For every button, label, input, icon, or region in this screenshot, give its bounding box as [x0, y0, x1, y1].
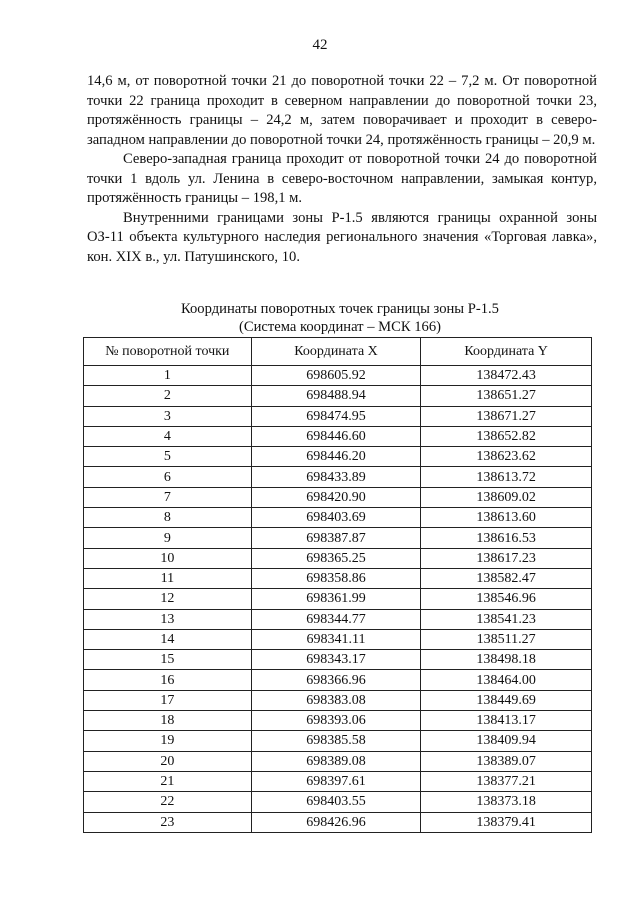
coordinate-y-cell: 138582.47: [421, 568, 592, 588]
table-row: [84, 629, 592, 649]
coordinate-y-cell: 138609.02: [421, 487, 592, 507]
table-row: [84, 609, 592, 629]
column-header-y: Координата Y: [421, 338, 592, 366]
coordinate-y-cell: 138613.72: [421, 467, 592, 487]
point-number-cell: 6: [84, 467, 252, 487]
table-row: [84, 528, 592, 548]
point-number-cell: 18: [84, 711, 252, 731]
table-row: [84, 650, 592, 670]
coordinate-y-cell: 138413.17: [421, 711, 592, 731]
paragraph: Внутренними границами зоны Р-1.5 являются границы охранной зоны ОЗ-11 объекта культурного наследия регионального значения «Торговая лавка», кон. XIX в., ул. Патушинского, 10.: [87, 209, 597, 265]
coordinate-y-cell: 138409.94: [421, 731, 592, 751]
point-number-cell: 1: [84, 366, 252, 386]
point-number-cell: 14: [84, 629, 252, 649]
coordinate-x-cell: 698389.08: [251, 751, 421, 771]
table-row: [84, 670, 592, 690]
point-number-cell: 2: [84, 386, 252, 406]
point-number-cell: 21: [84, 771, 252, 791]
point-number-cell: 9: [84, 528, 252, 548]
coordinate-y-cell: 138651.27: [421, 386, 592, 406]
coordinate-x-cell: 698420.90: [251, 487, 421, 507]
coordinate-x-cell: 698361.99: [251, 589, 421, 609]
coordinate-x-cell: 698358.86: [251, 568, 421, 588]
table-row: [84, 792, 592, 812]
coordinate-x-cell: 698383.08: [251, 690, 421, 710]
coordinate-x-cell: 698605.92: [251, 366, 421, 386]
point-number-cell: 16: [84, 670, 252, 690]
coordinate-x-cell: 698387.87: [251, 528, 421, 548]
coordinate-y-cell: 138464.00: [421, 670, 592, 690]
table-row: [84, 812, 592, 832]
coordinates-table: [83, 337, 592, 833]
coordinate-x-cell: 698397.61: [251, 771, 421, 791]
point-number-cell: 12: [84, 589, 252, 609]
point-number-cell: 11: [84, 568, 252, 588]
table-row: [84, 771, 592, 791]
table-row: [84, 751, 592, 771]
coordinate-x-cell: 698474.95: [251, 406, 421, 426]
coordinate-x-cell: 698446.60: [251, 426, 421, 446]
coordinate-x-cell: 698433.89: [251, 467, 421, 487]
table-row: [84, 366, 592, 386]
coordinate-y-cell: 138498.18: [421, 650, 592, 670]
coordinate-y-cell: 138623.62: [421, 447, 592, 467]
coordinate-y-cell: 138377.21: [421, 771, 592, 791]
coordinate-y-cell: 138546.96: [421, 589, 592, 609]
table-row: [84, 447, 592, 467]
body-text: [87, 72, 597, 267]
coordinate-y-cell: 138652.82: [421, 426, 592, 446]
coordinate-x-cell: 698403.55: [251, 792, 421, 812]
table-caption-subtitle: (Система координат – МСК 166): [238, 319, 441, 335]
table-row: [84, 487, 592, 507]
table-header-row: [84, 338, 592, 366]
point-number-cell: 22: [84, 792, 252, 812]
coordinate-y-cell: 138671.27: [421, 406, 592, 426]
table-row: [84, 731, 592, 751]
coordinate-x-cell: 698446.20: [251, 447, 421, 467]
coordinate-y-cell: 138379.41: [421, 812, 592, 832]
coordinate-y-cell: 138511.27: [421, 629, 592, 649]
table-row: [84, 406, 592, 426]
point-number-cell: 20: [84, 751, 252, 771]
point-number-cell: 15: [84, 650, 252, 670]
table-row: [84, 711, 592, 731]
coordinate-x-cell: 698341.11: [251, 629, 421, 649]
table-body: [84, 366, 592, 833]
point-number-cell: 5: [84, 447, 252, 467]
column-header-point: № поворотной точки: [84, 338, 252, 366]
coordinate-y-cell: 138389.07: [421, 751, 592, 771]
coordinate-x-cell: 698426.96: [251, 812, 421, 832]
paragraph: Северо-западная граница проходит от поворотной точки 24 до поворотной точки 1 вдоль ул. Ленина в северо-восточном направлении, замыкая контур, протяжённость границы – 198,1 м.: [87, 151, 597, 206]
point-number-cell: 3: [84, 406, 252, 426]
table-row: [84, 589, 592, 609]
coordinate-y-cell: 138449.69: [421, 690, 592, 710]
coordinate-x-cell: 698365.25: [251, 548, 421, 568]
point-number-cell: 19: [84, 731, 252, 751]
coordinate-x-cell: 698385.58: [251, 731, 421, 751]
coordinate-y-cell: 138541.23: [421, 609, 592, 629]
table-row: [84, 508, 592, 528]
coordinate-x-cell: 698366.96: [251, 670, 421, 690]
coordinate-y-cell: 138613.60: [421, 508, 592, 528]
coordinate-y-cell: 138472.43: [421, 366, 592, 386]
table-row: [84, 568, 592, 588]
coordinate-x-cell: 698343.17: [251, 650, 421, 670]
column-header-x: Координата X: [251, 338, 421, 366]
point-number-cell: 17: [84, 690, 252, 710]
table-caption-title: Координаты поворотных точек границы зоны Р-1.5: [181, 301, 499, 317]
coordinate-x-cell: 698488.94: [251, 386, 421, 406]
table-row: [84, 467, 592, 487]
table-row: [84, 426, 592, 446]
coordinate-y-cell: 138616.53: [421, 528, 592, 548]
table-row: [84, 690, 592, 710]
table-row: [84, 386, 592, 406]
coordinate-x-cell: 698403.69: [251, 508, 421, 528]
point-number-cell: 23: [84, 812, 252, 832]
point-number-cell: 7: [84, 487, 252, 507]
coordinate-y-cell: 138617.23: [421, 548, 592, 568]
coordinate-y-cell: 138373.18: [421, 792, 592, 812]
point-number-cell: 8: [84, 508, 252, 528]
coordinate-x-cell: 698344.77: [251, 609, 421, 629]
coordinate-x-cell: 698393.06: [251, 711, 421, 731]
table-row: [84, 548, 592, 568]
point-number-cell: 4: [84, 426, 252, 446]
table-caption: [80, 300, 600, 336]
page-number: 42: [312, 37, 328, 53]
paragraph: 14,6 м, от поворотной точки 21 до поворотной точки 22 – 7,2 м. От поворотной точки 22 граница проходит в северном направлении до поворотной точки 23, протяжённость границы – 24,2 м, затем поворачивает и проходит в северо-западном направлении до поворотной точки 24, протяжённость границы – 20,9 м.: [87, 73, 597, 148]
point-number-cell: 13: [84, 609, 252, 629]
point-number-cell: 10: [84, 548, 252, 568]
